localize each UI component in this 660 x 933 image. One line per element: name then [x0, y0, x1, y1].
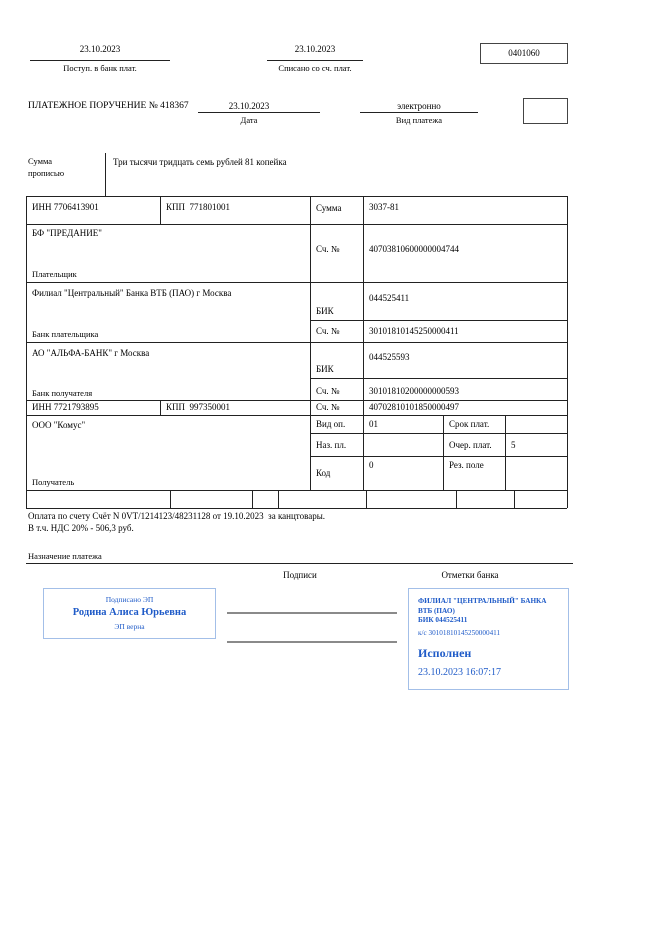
payer-bank-bik-label: БИК — [316, 306, 334, 316]
grid-line — [26, 224, 567, 225]
sum-value: 3037-81 — [369, 202, 399, 212]
payer-bank-bik: 044525411 — [369, 293, 410, 303]
grid-line — [278, 490, 279, 508]
bank-stamp-bank-line-2: ВТБ (ПАО) — [418, 606, 455, 615]
payer-account-label: Сч. № — [316, 244, 340, 254]
grid-line — [310, 378, 567, 379]
grid-line — [26, 415, 567, 416]
grid-line — [310, 320, 567, 321]
date-label: Дата — [240, 115, 258, 125]
payment-kind: электронно — [397, 101, 441, 111]
grid-line — [26, 508, 567, 509]
date-underline — [198, 112, 320, 113]
bank-stamp-datetime: 23.10.2023 16:07:17 — [418, 667, 502, 678]
grid-line — [26, 400, 567, 401]
payer-bank-label: Банк плательщика — [32, 329, 99, 339]
document-date: 23.10.2023 — [228, 101, 270, 111]
grid-line — [310, 196, 311, 490]
purpose-line-2: В т.ч. НДС 20% - 506,3 руб. — [28, 523, 134, 533]
kod-value: 0 — [369, 460, 374, 470]
signature-line-2 — [227, 641, 397, 643]
naz-pl-label: Наз. пл. — [316, 440, 347, 450]
debited-date: 23.10.2023 — [294, 44, 336, 54]
vid-op-value: 01 — [369, 419, 378, 429]
rez-pole-label: Рез. поле — [449, 460, 484, 470]
beneficiary-account: 40702810101850000497 — [369, 402, 459, 412]
bank-stamp-bik: БИК 044525411 — [418, 616, 468, 624]
grid-line — [26, 196, 567, 197]
beneficiary-bank-corr-label: Сч. № — [316, 386, 340, 396]
received-in-bank-label: Поступ. в банк плат. — [63, 63, 137, 73]
grid-line — [160, 196, 161, 224]
beneficiary-bank-label: Банк получателя — [32, 388, 93, 398]
debited-underline — [267, 60, 363, 61]
form-code: 0401060 — [508, 48, 540, 58]
grid-line — [26, 342, 567, 343]
beneficiary-account-label: Сч. № — [316, 402, 340, 412]
grid-line — [170, 490, 171, 508]
ocher-plat-value: 5 — [511, 440, 516, 450]
bank-stamp-bank-line-1: ФИЛИАЛ "ЦЕНТРАЛЬНЫЙ" БАНКА — [418, 597, 547, 605]
grid-line — [456, 490, 457, 508]
payer-bank-corr-label: Сч. № — [316, 326, 340, 336]
grid-line — [514, 490, 515, 508]
beneficiary-bank-bik-label: БИК — [316, 364, 334, 374]
beneficiary-kpp: КПП 997350001 — [166, 402, 231, 412]
grid-line — [252, 490, 253, 508]
ocher-plat-label: Очер. плат. — [449, 440, 492, 450]
kod-label: Код — [316, 468, 331, 478]
signature-stamp-bottom: ЭП верна — [114, 622, 145, 631]
payment-kind-label: Вид платежа — [395, 115, 443, 125]
grid-line — [567, 196, 568, 508]
signature-stamp-top: Подписано ЭП — [105, 595, 154, 604]
payment-kind-underline — [360, 112, 478, 113]
received-underline — [30, 60, 170, 61]
signature-stamp — [43, 588, 216, 639]
sum-label: Сумма — [316, 203, 342, 213]
amount-words-label-1: Сумма — [28, 156, 53, 166]
signature-line-1 — [227, 612, 397, 614]
bank-stamp-corr-account: к/с 30101810145250000411 — [418, 628, 501, 637]
payer-kpp: КПП 771801001 — [166, 202, 231, 212]
bank-marks-label: Отметки банка — [441, 570, 499, 580]
grid-line — [26, 196, 27, 508]
grid-line — [366, 490, 367, 508]
bank-stamp — [408, 588, 569, 690]
received-in-bank-date: 23.10.2023 — [79, 44, 121, 54]
status-code-box — [523, 98, 568, 124]
form-code-box — [480, 43, 568, 64]
grid-line — [443, 415, 444, 490]
purpose-line-1: Оплата по счету Счёт N 0VT/1214123/48231128 от 19.10.2023 за канцтовары. — [28, 511, 326, 521]
payer-inn: ИНН 7706413901 — [32, 202, 99, 212]
beneficiary-bank-corr-account: 30101810200000000593 — [369, 386, 459, 396]
grid-line — [160, 400, 161, 415]
purpose-underline — [26, 563, 573, 564]
srok-plat-label: Срок плат. — [449, 419, 490, 429]
beneficiary-inn: ИНН 7721793895 — [32, 402, 99, 412]
payer-account: 40703810600000004744 — [369, 244, 459, 254]
grid-line — [363, 196, 364, 490]
beneficiary-bank-name: АО "АЛЬФА-БАНК" г Москва — [32, 348, 150, 358]
payer-bank-name: Филиал "Центральный" Банка ВТБ (ПАО) г Москва — [32, 288, 232, 298]
grid-line — [310, 433, 567, 434]
payer-name: БФ "ПРЕДАНИЕ" — [32, 228, 102, 238]
beneficiary-bank-bik: 044525593 — [369, 352, 410, 362]
grid-line — [26, 490, 567, 491]
payer-bank-corr-account: 30101810145250000411 — [369, 326, 459, 336]
grid-line — [310, 456, 567, 457]
beneficiary-label: Получатель — [32, 477, 75, 487]
beneficiary-name: ООО "Комус" — [32, 420, 86, 430]
payer-label: Плательщик — [32, 269, 77, 279]
debited-label: Списано со сч. плат. — [278, 63, 352, 73]
amount-in-words: Три тысячи тридцать семь рублей 81 копейка — [113, 157, 287, 167]
bank-stamp-status: Исполнен — [418, 646, 472, 660]
amount-words-divider — [105, 153, 106, 196]
purpose-label: Назначение платежа — [28, 551, 102, 561]
amount-words-label-2: прописью — [28, 168, 65, 178]
signature-stamp-name: Родина Алиса Юрьевна — [72, 607, 187, 618]
grid-line — [26, 282, 567, 283]
signatures-label: Подписи — [283, 570, 317, 580]
document-title: ПЛАТЕЖНОЕ ПОРУЧЕНИЕ № 418367 — [28, 101, 189, 111]
grid-line — [505, 415, 506, 490]
vid-op-label: Вид оп. — [316, 419, 346, 429]
